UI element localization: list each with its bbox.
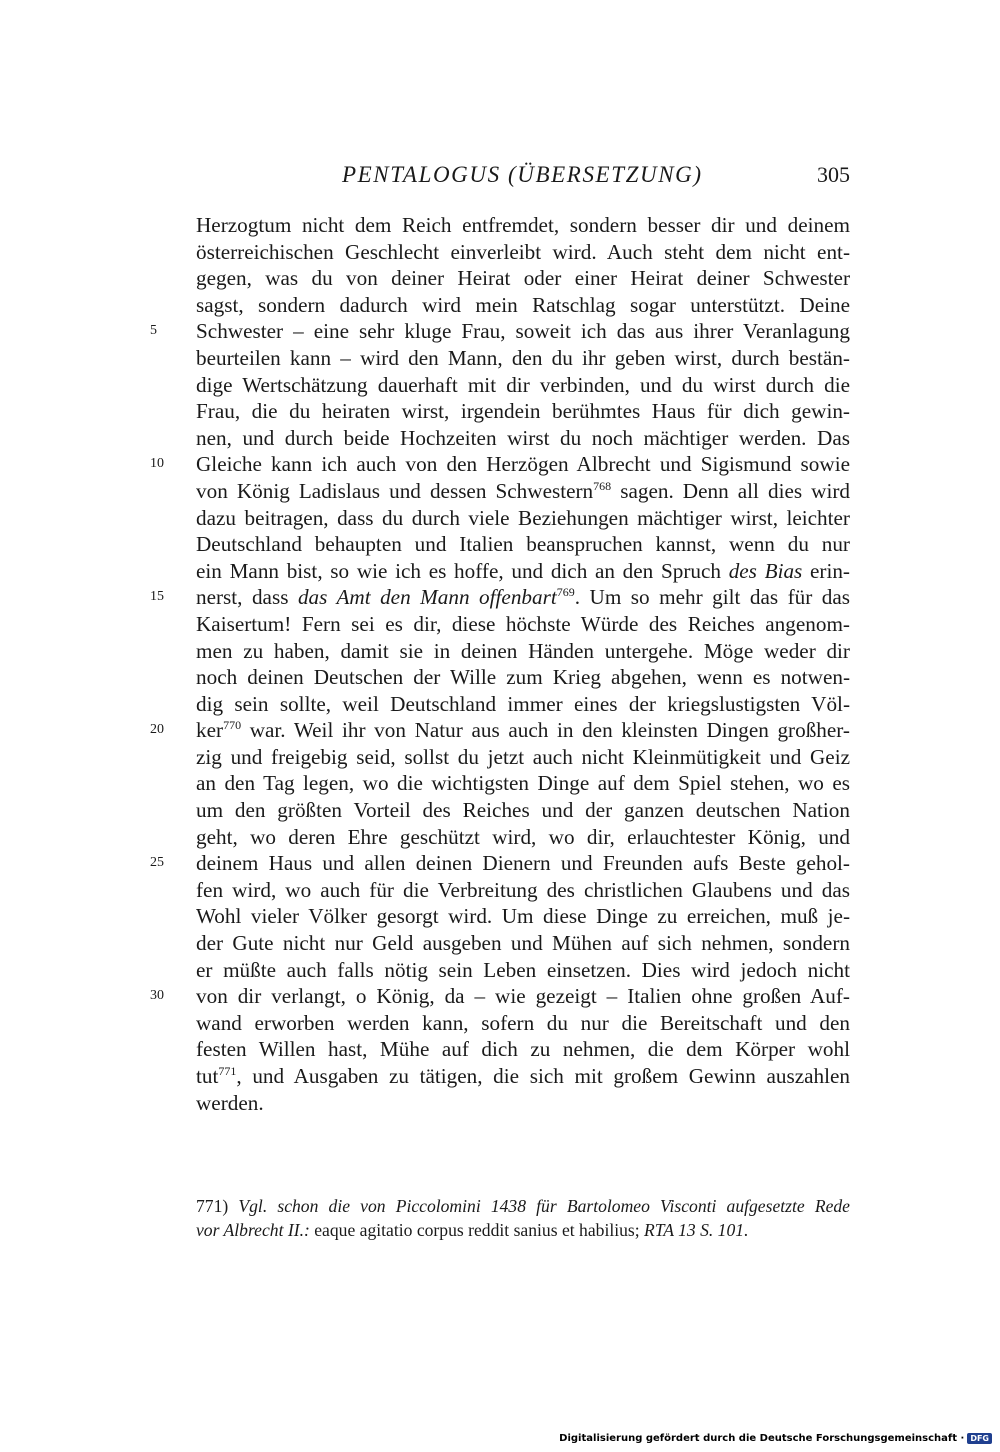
line-text: österreichischen Geschlecht einverleibt wird. Auch steht dem nicht ent- (196, 239, 850, 264)
footnote-ref: 769 (556, 585, 575, 600)
line-text: . Um so mehr gilt das für das (574, 585, 850, 610)
text-line (196, 903, 850, 930)
line-text: um den größten Vorteil des Reiches und der ganzen deutschen Nation (196, 798, 850, 823)
line-text: festen Willen hast, Mühe auf dich zu nehmen, die dem Körper wohl (196, 1037, 850, 1062)
line-text: men zu haben, damit sie in deinen Händen untergehe. Möge weder dir (196, 638, 850, 663)
line-number: 10 (150, 456, 164, 472)
line-text: ein Mann bist, so wie ich es hoffe, und dich an den Spruch (196, 558, 729, 583)
line-number: 15 (150, 589, 164, 605)
text-line (150, 983, 850, 1010)
main-text (150, 212, 850, 1116)
line-text: Herzogtum nicht dem Reich entfremdet, sondern besser dir und deinem (196, 213, 850, 237)
text-line (196, 292, 850, 319)
footnote-ref: 770 (223, 718, 242, 733)
line-text: zig und freigebig seid, sollst du jetzt auch nicht Kleinmütigkeit und Geiz (196, 744, 850, 769)
text-line (196, 1010, 850, 1037)
footnote-text: RTA 13 S. 101. (644, 1220, 749, 1240)
text-line (196, 1036, 850, 1063)
line-text: Deutschland behaupten und Italien beanspruchen kannst, wenn du nur (196, 532, 850, 557)
line-text: nerst, dass (196, 585, 298, 610)
line-text: von König Ladislaus und dessen Schwestern (196, 478, 594, 503)
line-text: werden. (196, 1090, 264, 1115)
line-text: von dir verlangt, o König, da – wie gezeigt – Italien ohne großen Auf- (196, 984, 850, 1009)
line-number: 30 (150, 988, 164, 1004)
text-line (196, 744, 850, 771)
line-number: 5 (150, 323, 157, 339)
running-header (196, 162, 850, 196)
text-line (150, 451, 850, 478)
line-text: Schwester – eine sehr kluge Frau, soweit ich das aus ihrer Veranlagung (196, 319, 850, 344)
line-text: Frau, die du heiraten wirst, irgendein berühmtes Haus für dich gewin- (196, 399, 850, 424)
text-line (150, 318, 850, 345)
footnote-text: vor Albrecht II.: (196, 1220, 310, 1240)
text-line (196, 1090, 850, 1117)
line-text: Wohl vieler Völker gesorgt wird. Um diese Dinge zu erreichen, muß je- (196, 904, 850, 929)
footnote-text: eaque agitatio corpus reddit sanius et habilius; (309, 1220, 645, 1240)
line-text: war. Weil ihr von Natur aus auch in den kleinsten Dingen großher- (241, 718, 850, 743)
text-line (196, 558, 850, 585)
text-line (196, 797, 850, 824)
footnote-line (196, 1194, 850, 1218)
line-text: , und Ausgaben zu tätigen, die sich mit großem Gewinn auszahlen (236, 1064, 850, 1088)
line-text: Gleiche kann ich auch von den Herzögen Albrecht und Sigismund sowie (196, 452, 850, 477)
line-text: wand erworben werden kann, sofern du nur die Bereitschaft und den (196, 1010, 850, 1035)
line-text: der Gute nicht nur Geld ausgeben und Mühen auf sich nehmen, sondern (196, 931, 850, 956)
text-line (196, 345, 850, 372)
text-line (150, 717, 850, 744)
credit-text: Digitalisierung gefördert durch die Deutsche Forschungsgemeinschaft · (559, 1433, 965, 1444)
text-line (196, 372, 850, 399)
text-line (196, 239, 850, 266)
text-line (196, 212, 850, 239)
line-text: tut (196, 1064, 219, 1088)
line-text: deinem Haus und allen deinen Dienern und Freunden aufs Beste gehol- (196, 851, 850, 876)
text-line (196, 1063, 850, 1090)
line-text: ker (196, 718, 224, 743)
running-title: PENTALOGUS (ÜBERSETZUNG) (342, 162, 703, 187)
line-text: beurteilen kann – wird den Mann, den du ihr geben wirst, durch bestän- (196, 345, 850, 370)
line-text: Kaisertum! Fern sei es dir, diese höchste Würde des Reiches angenom- (196, 611, 850, 636)
line-text: dige Wertschätzung dauerhaft mit dir verbinden, und du wirst durch die (196, 372, 850, 397)
line-text: nen, und durch beide Hochzeiten wirst du noch mächtiger werden. Das (196, 425, 850, 450)
line-text: dig sein sollte, weil Deutschland immer eines der kriegslustigsten Völ- (196, 691, 850, 716)
text-line (196, 638, 850, 665)
footnote-ref: 771 (218, 1064, 237, 1078)
text-line (196, 531, 850, 558)
line-text: geht, wo deren Ehre geschützt wird, wo dir, erlauchtester König, und (196, 824, 850, 849)
text-line (150, 850, 850, 877)
text-line (196, 770, 850, 797)
italic-text: des Bias (728, 558, 803, 583)
italic-text: das Amt den Mann offenbart (297, 585, 557, 610)
digitization-credit (559, 1433, 992, 1444)
text-line (196, 478, 850, 505)
page-number: 305 (817, 162, 850, 187)
text-line (196, 824, 850, 851)
text-line (196, 398, 850, 425)
text-line (196, 505, 850, 532)
text-line (196, 877, 850, 904)
text-line (196, 691, 850, 718)
line-text: noch deinen Deutschen der Wille zum Krieg abgehen, wenn es notwen- (196, 665, 850, 690)
line-text: er müßte auch falls nötig sein Leben einsetzen. Dies wird jedoch nicht (196, 957, 850, 982)
line-text: sagst, sondern dadurch wird mein Ratschlag sogar unterstützt. Deine (196, 292, 850, 317)
text-line (196, 664, 850, 691)
line-text: gegen, was du von deiner Heirat oder einer Heirat deiner Schwester (196, 266, 850, 291)
line-text: erin- (802, 558, 850, 583)
footnotes (196, 1194, 850, 1242)
line-number: 25 (150, 855, 164, 871)
dfg-logo-icon: DFG (967, 1433, 992, 1444)
text-line (196, 425, 850, 452)
line-text: sagen. Denn all dies wird (611, 478, 850, 503)
line-text: fen wird, wo auch für die Verbreitung des christlichen Glaubens und das (196, 877, 850, 902)
text-line (196, 265, 850, 292)
text-line (196, 957, 850, 984)
text-line (150, 584, 850, 611)
line-text: dazu beitragen, dass du durch viele Beziehungen mächtiger wirst, leichter (196, 505, 850, 530)
footnote-line (196, 1218, 850, 1242)
footnote-ref: 768 (593, 478, 612, 493)
text-line (196, 611, 850, 638)
line-text: an den Tag legen, wo die wichtigsten Dinge auf dem Spiel stehen, wo es (196, 771, 850, 796)
footnote-number: 771) (196, 1196, 239, 1216)
line-number: 20 (150, 722, 164, 738)
footnote-text: Vgl. schon die von Piccolomini 1438 für Bartolomeo Visconti aufgesetzte Rede (238, 1196, 850, 1216)
text-line (196, 930, 850, 957)
